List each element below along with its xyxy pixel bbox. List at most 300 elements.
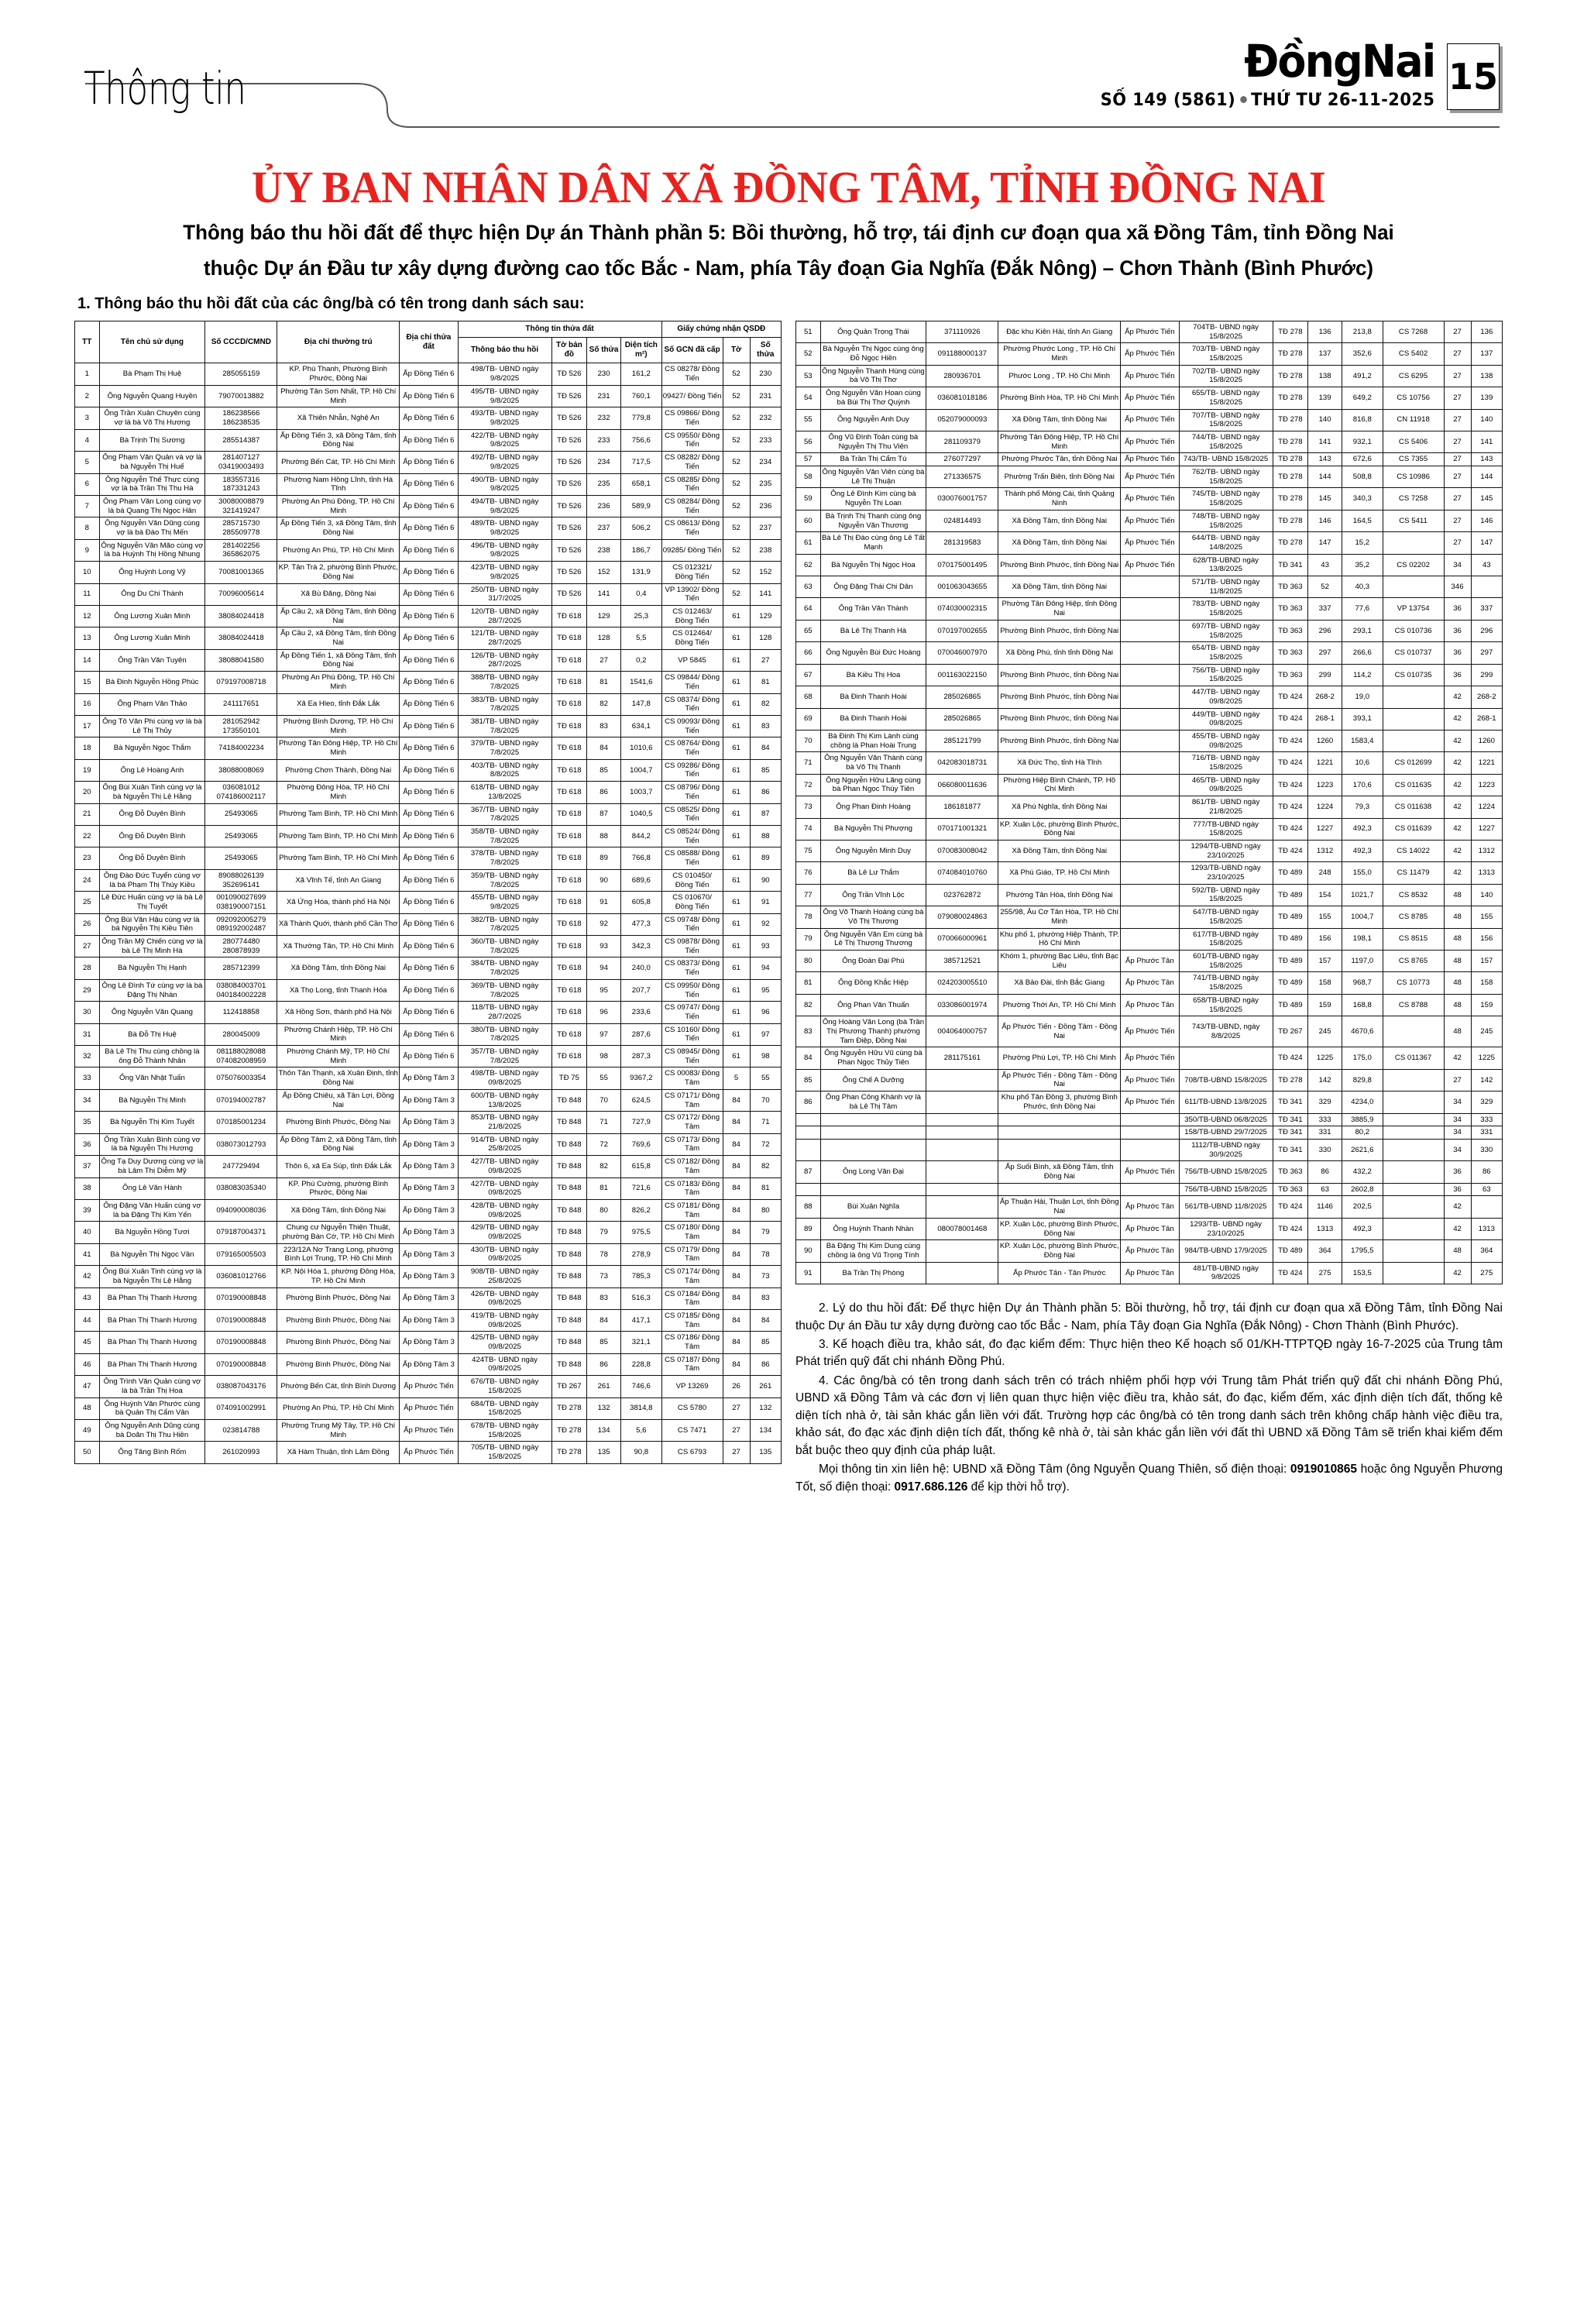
cell-area: 829,8 bbox=[1342, 1069, 1383, 1091]
cell-land-address: Ấp Đồng Tâm 3 bbox=[400, 1067, 458, 1089]
cell-area: 2621,6 bbox=[1342, 1139, 1383, 1160]
cell-owner-name: Ông Nguyễn Văn Mão cùng vợ là bà Huỳnh Thị Hồng Nhung bbox=[99, 539, 205, 561]
cell-map-sheet: TĐ 618 bbox=[551, 627, 587, 649]
cell-map-sheet: TĐ 526 bbox=[551, 473, 587, 495]
cell-cert-plot: 234 bbox=[750, 452, 781, 473]
cell-notice-number: 419/TB- UBND ngày 09/8/2025 bbox=[458, 1309, 551, 1331]
cell-cert-plot: 143 bbox=[1471, 453, 1502, 466]
cell-cert-sheet: 52 bbox=[723, 452, 750, 473]
cell-tt: 85 bbox=[796, 1069, 821, 1091]
cell-land-address bbox=[1121, 686, 1179, 708]
cell-plot-number: 141 bbox=[1308, 431, 1342, 452]
table-row bbox=[75, 759, 782, 781]
cell-tt: 90 bbox=[796, 1240, 821, 1262]
cell-land-address bbox=[1121, 840, 1179, 861]
cell-notice-number: 756/TB- UBND ngày 15/8/2025 bbox=[1179, 664, 1273, 686]
cell-cert-plot: 231 bbox=[750, 385, 781, 407]
cell-certificate-number bbox=[1383, 708, 1444, 730]
cell-id-number: 38088008069 bbox=[205, 759, 277, 781]
cell-notice-number: 384/TB- UBND ngày 7/8/2025 bbox=[458, 957, 551, 979]
cell-land-address bbox=[1121, 1113, 1179, 1126]
table-row bbox=[75, 605, 782, 627]
table-body-left bbox=[75, 363, 782, 1463]
cell-id-number: 261020993 bbox=[205, 1442, 277, 1463]
cell-owner-name: Ông Du Chí Thành bbox=[99, 583, 205, 605]
cell-cert-plot: 268-1 bbox=[1471, 708, 1502, 730]
cell-tt: 53 bbox=[796, 365, 821, 387]
cell-cert-sheet: 42 bbox=[1444, 730, 1471, 751]
cell-id-number: 038073012793 bbox=[205, 1133, 277, 1155]
cell-id-number: 280936701 bbox=[926, 365, 998, 387]
cell-owner-name: Bà Đinh Thanh Hoài bbox=[820, 686, 926, 708]
cell-certificate-number: CS 08285/ Đồng Tiến bbox=[661, 473, 723, 495]
cell-cert-sheet: 27 bbox=[1444, 365, 1471, 387]
cell-cert-plot: 84 bbox=[750, 1309, 781, 1331]
table-row bbox=[796, 1183, 1503, 1196]
cell-id-number: 036081012766 bbox=[205, 1266, 277, 1287]
cell-map-sheet: TĐ 341 bbox=[1273, 1092, 1308, 1113]
cell-owner-name: Bà Phan Thị Thanh Hương bbox=[99, 1287, 205, 1309]
cell-cert-sheet: 84 bbox=[723, 1199, 750, 1221]
cell-area: 844,2 bbox=[621, 826, 662, 847]
cell-residence-address: Ấp Đồng Tâm 2, xã Đồng Tâm, tỉnh Đồng Nai bbox=[277, 1133, 400, 1155]
cell-map-sheet: TĐ 363 bbox=[1273, 576, 1308, 598]
table-row bbox=[796, 321, 1503, 342]
cell-cert-sheet: 27 bbox=[1444, 488, 1471, 510]
cell-tt: 64 bbox=[796, 598, 821, 620]
table-row bbox=[75, 979, 782, 1001]
cell-certificate-number: CS 09866/ Đồng Tiến bbox=[661, 407, 723, 429]
cell-plot-number: 158 bbox=[1308, 972, 1342, 994]
cell-map-sheet: TĐ 618 bbox=[551, 826, 587, 847]
cell-owner-name: Ông Huỳnh Long Vỹ bbox=[99, 562, 205, 583]
cell-map-sheet: TĐ 424 bbox=[1273, 1047, 1308, 1069]
cell-certificate-number: CS 7258 bbox=[1383, 488, 1444, 510]
cell-tt: 74 bbox=[796, 818, 821, 840]
cell-cert-sheet: 84 bbox=[723, 1309, 750, 1331]
table-row bbox=[75, 847, 782, 869]
cell-area: 506,2 bbox=[621, 517, 662, 539]
cell-tt: 61 bbox=[796, 532, 821, 554]
cell-residence-address: Xã Bảo Đài, tỉnh Bắc Giang bbox=[998, 972, 1121, 994]
table-row bbox=[75, 1089, 782, 1111]
cell-cert-plot bbox=[1471, 1196, 1502, 1218]
cell-plot-number: 138 bbox=[1308, 365, 1342, 387]
cell-land-address: Ấp Đồng Tâm 3 bbox=[400, 1309, 458, 1331]
cell-cert-plot: 275 bbox=[1471, 1262, 1502, 1284]
cell-land-address: Ấp Đồng Tiến 6 bbox=[400, 869, 458, 891]
table-row bbox=[75, 1332, 782, 1353]
cell-land-address: Ấp Đồng Tiến 6 bbox=[400, 583, 458, 605]
cell-plot-number: 55 bbox=[587, 1067, 621, 1089]
table-row bbox=[796, 906, 1503, 928]
cell-plot-number: 145 bbox=[1308, 488, 1342, 510]
cell-id-number: 038083035340 bbox=[205, 1177, 277, 1199]
cell-map-sheet: TĐ 489 bbox=[1273, 928, 1308, 950]
table-row bbox=[796, 365, 1503, 387]
cell-notice-number: 908/TB- UBND ngày 25/8/2025 bbox=[458, 1266, 551, 1287]
table-row bbox=[796, 510, 1503, 531]
cell-land-address bbox=[1121, 928, 1179, 950]
cell-plot-number: 86 bbox=[587, 1353, 621, 1375]
cell-residence-address: Phường Tân Hòa, tỉnh Đồng Nai bbox=[998, 884, 1121, 906]
cell-land-address bbox=[1121, 708, 1179, 730]
cell-notice-number: 490/TB- UBND ngày 9/8/2025 bbox=[458, 473, 551, 495]
cell-tt bbox=[796, 1113, 821, 1126]
table-row bbox=[796, 1196, 1503, 1218]
cell-cert-sheet: 48 bbox=[1444, 928, 1471, 950]
cell-land-address: Ấp Phước Tiến bbox=[1121, 1069, 1179, 1091]
table-row bbox=[796, 796, 1503, 818]
cell-cert-sheet: 27 bbox=[1444, 532, 1471, 554]
cell-id-number: 074091002991 bbox=[205, 1397, 277, 1419]
note-contact bbox=[795, 1461, 1503, 1496]
cell-owner-name: Bà Nguyễn Thị Ngọc Hoa bbox=[820, 554, 926, 576]
table-row bbox=[75, 913, 782, 935]
cell-cert-sheet: 34 bbox=[1444, 1113, 1471, 1126]
cell-notice-number: 493/TB- UBND ngày 9/8/2025 bbox=[458, 407, 551, 429]
cell-cert-sheet: 27 bbox=[723, 1397, 750, 1419]
cell-cert-sheet: 27 bbox=[1444, 510, 1471, 531]
cell-residence-address: Phường Tam Bình, TP. Hồ Chí Minh bbox=[277, 826, 400, 847]
cell-cert-plot: 1313 bbox=[1471, 1218, 1502, 1239]
cell-plot-number: 129 bbox=[587, 605, 621, 627]
cell-notice-number: 383/TB- UBND ngày 7/8/2025 bbox=[458, 693, 551, 715]
cell-cert-plot: 82 bbox=[750, 693, 781, 715]
cell-cert-sheet: 42 bbox=[1444, 708, 1471, 730]
table-row bbox=[75, 869, 782, 891]
cell-certificate-number: CS 010737 bbox=[1383, 642, 1444, 664]
cell-map-sheet: TĐ 618 bbox=[551, 737, 587, 759]
cell-cert-plot: 140 bbox=[1471, 409, 1502, 431]
cell-tt: 13 bbox=[75, 627, 100, 649]
cell-cert-sheet: 36 bbox=[1444, 1183, 1471, 1196]
cell-plot-number: 337 bbox=[1308, 598, 1342, 620]
cell-tt: 70 bbox=[796, 730, 821, 751]
cell-tt: 73 bbox=[796, 796, 821, 818]
table-row bbox=[796, 1240, 1503, 1262]
cell-id-number: 023814788 bbox=[205, 1419, 277, 1441]
cell-cert-sheet: 61 bbox=[723, 979, 750, 1001]
cell-area: 615,8 bbox=[621, 1156, 662, 1177]
cell-residence-address: Phường Bình Phước, Đồng Nai bbox=[277, 1353, 400, 1375]
cell-tt: 37 bbox=[75, 1156, 100, 1177]
cell-land-address: Ấp Đồng Tiến 6 bbox=[400, 407, 458, 429]
cell-cert-plot: 80 bbox=[750, 1199, 781, 1221]
cell-notice-number: 447/TB- UBND ngày 09/8/2025 bbox=[1179, 686, 1273, 708]
cell-residence-address: Phường Tân Sơn Nhất, TP. Hồ Chí Minh bbox=[277, 385, 400, 407]
cell-owner-name: Bà Nguyễn Ngọc Thắm bbox=[99, 737, 205, 759]
cell-owner-name: Ông Văn Nhật Tuấn bbox=[99, 1067, 205, 1089]
cell-cert-plot: 94 bbox=[750, 957, 781, 979]
cell-area: 589,9 bbox=[621, 495, 662, 517]
cell-cert-plot: 81 bbox=[750, 672, 781, 693]
issue-line bbox=[1100, 91, 1434, 110]
cell-cert-plot: 27 bbox=[750, 649, 781, 671]
cell-cert-plot: 155 bbox=[1471, 906, 1502, 928]
cell-area: 417,1 bbox=[621, 1309, 662, 1331]
cell-residence-address: Ấp Suối Bình, xã Đồng Tâm, tỉnh Đồng Nai bbox=[998, 1161, 1121, 1183]
cell-id-number: 070083008042 bbox=[926, 840, 998, 861]
cell-owner-name: Ông Tô Văn Phi cùng vợ là bà Lê Thị Thủy bbox=[99, 715, 205, 737]
cell-land-address: Ấp Đồng Tiến 6 bbox=[400, 782, 458, 803]
cell-plot-number: 139 bbox=[1308, 387, 1342, 409]
cell-residence-address: Ấp Đồng Chiêu, xã Tân Lợi, Đồng Nai bbox=[277, 1089, 400, 1111]
cell-notice-number: 853/TB- UBND ngày 21/8/2025 bbox=[458, 1112, 551, 1133]
cell-map-sheet: TĐ 618 bbox=[551, 715, 587, 737]
table-row bbox=[796, 1016, 1503, 1047]
cell-residence-address: Ấp Cầu 2, xã Đồng Tâm, tỉnh Đồng Nai bbox=[277, 605, 400, 627]
cell-certificate-number: VP 13269 bbox=[661, 1376, 723, 1397]
page-title: ỦY BAN NHÂN DÂN XÃ ĐỒNG TÂM, TỈNH ĐỒNG NAI bbox=[251, 162, 1326, 212]
cell-residence-address: Xã Đức Thọ, tỉnh Hà Tĩnh bbox=[998, 752, 1121, 774]
cell-id-number: 038087043176 bbox=[205, 1376, 277, 1397]
cell-cert-plot: 85 bbox=[750, 1332, 781, 1353]
cell-cert-plot: 138 bbox=[1471, 365, 1502, 387]
cell-tt: 22 bbox=[75, 826, 100, 847]
cell-id-number: 25493065 bbox=[205, 803, 277, 825]
cell-cert-sheet: 61 bbox=[723, 649, 750, 671]
cell-notice-number: 702/TB- UBND ngày 15/8/2025 bbox=[1179, 365, 1273, 387]
cell-owner-name: Ông Trần Vĩnh Lộc bbox=[820, 884, 926, 906]
cell-plot-number: 81 bbox=[587, 1177, 621, 1199]
cell-land-address: Ấp Phước Tân bbox=[1121, 950, 1179, 971]
cell-notice-number: 1293/TB- UBND ngày 23/10/2025 bbox=[1179, 1218, 1273, 1239]
cell-certificate-number: CS 07180/ Đồng Tâm bbox=[661, 1222, 723, 1243]
cell-id-number bbox=[926, 1262, 998, 1284]
cell-area: 1197,0 bbox=[1342, 950, 1383, 971]
cell-map-sheet: TĐ 424 bbox=[1273, 730, 1308, 751]
cell-area: 1010,6 bbox=[621, 737, 662, 759]
cell-land-address: Ấp Phước Tiến bbox=[1121, 1016, 1179, 1047]
cell-id-number: 070190008848 bbox=[205, 1287, 277, 1309]
cell-id-number: 079165005503 bbox=[205, 1243, 277, 1265]
table-row bbox=[796, 620, 1503, 641]
cell-id-number bbox=[926, 1139, 998, 1160]
cell-cert-sheet: 346 bbox=[1444, 576, 1471, 598]
cell-residence-address: Phường Trung Mỹ Tây, TP. Hồ Chí Minh bbox=[277, 1419, 400, 1441]
table-row bbox=[75, 1199, 782, 1221]
cell-notice-number: 379/TB- UBND ngày 7/8/2025 bbox=[458, 737, 551, 759]
cell-certificate-number: CN 11918 bbox=[1383, 409, 1444, 431]
cell-certificate-number: CS 14022 bbox=[1383, 840, 1444, 861]
table-row bbox=[75, 1397, 782, 1419]
cell-residence-address: Thôn Tân Thạnh, xã Xuân Định, tỉnh Đồng Nai bbox=[277, 1067, 400, 1089]
cell-plot-number: 248 bbox=[1308, 862, 1342, 884]
cell-certificate-number: CS 02202 bbox=[1383, 554, 1444, 576]
cell-certificate-number: CS 00083/ Đồng Tâm bbox=[661, 1067, 723, 1089]
cell-map-sheet: TĐ 526 bbox=[551, 429, 587, 451]
cell-certificate-number: CS 7268 bbox=[1383, 321, 1444, 342]
cell-plot-number: 87 bbox=[587, 803, 621, 825]
cell-cert-plot: 83 bbox=[750, 1287, 781, 1309]
cell-map-sheet: TĐ 618 bbox=[551, 803, 587, 825]
cell-owner-name: Ông Huỳnh Thanh Nhàn bbox=[820, 1218, 926, 1239]
cell-id-number: 030076001757 bbox=[926, 488, 998, 510]
cell-owner-name: Ông Chế A Dưỡng bbox=[820, 1069, 926, 1091]
cell-plot-number: 128 bbox=[587, 627, 621, 649]
cell-owner-name: Bà Lê Lư Thắm bbox=[820, 862, 926, 884]
cell-area: 186,7 bbox=[621, 539, 662, 561]
cell-map-sheet: TĐ 278 bbox=[1273, 453, 1308, 466]
cell-cert-plot: 128 bbox=[750, 627, 781, 649]
land-table-right bbox=[795, 321, 1503, 1284]
cell-cert-sheet: 48 bbox=[1444, 906, 1471, 928]
cell-plot-number: 296 bbox=[1308, 620, 1342, 641]
cell-map-sheet: TĐ 618 bbox=[551, 605, 587, 627]
cell-map-sheet: TĐ 278 bbox=[1273, 1069, 1308, 1091]
cell-land-address bbox=[1121, 1139, 1179, 1160]
cell-notice-number: 360/TB- UBND ngày 7/8/2025 bbox=[458, 936, 551, 957]
cell-cert-plot: 72 bbox=[750, 1133, 781, 1155]
cell-cert-sheet: 42 bbox=[1444, 1262, 1471, 1284]
cell-land-address bbox=[1121, 796, 1179, 818]
cell-certificate-number: CS 08796/ Đồng Tiến bbox=[661, 782, 723, 803]
cell-tt: 43 bbox=[75, 1287, 100, 1309]
table-row bbox=[75, 452, 782, 473]
cell-residence-address: Xã Thành Quới, thành phố Cần Thơ bbox=[277, 913, 400, 935]
cell-tt: 23 bbox=[75, 847, 100, 869]
cell-area: 79,3 bbox=[1342, 796, 1383, 818]
cell-cert-plot: 159 bbox=[1471, 994, 1502, 1016]
cell-certificate-number: CS 011638 bbox=[1383, 796, 1444, 818]
cell-id-number: 38088041580 bbox=[205, 649, 277, 671]
cell-land-address bbox=[1121, 576, 1179, 598]
cell-certificate-number: CS 07181/ Đồng Tâm bbox=[661, 1199, 723, 1221]
cell-plot-number: 1225 bbox=[1308, 1047, 1342, 1069]
cell-cert-plot: 73 bbox=[750, 1266, 781, 1287]
cell-area: 77,6 bbox=[1342, 598, 1383, 620]
cell-tt: 82 bbox=[796, 994, 821, 1016]
cell-map-sheet: TĐ 489 bbox=[1273, 906, 1308, 928]
table-row bbox=[796, 994, 1503, 1016]
table-row bbox=[75, 385, 782, 407]
cell-notice-number: 428/TB- UBND ngày 09/8/2025 bbox=[458, 1199, 551, 1221]
cell-owner-name: Bà Lê Thị Đào cùng ông Lê Tất Mạnh bbox=[820, 532, 926, 554]
cell-plot-number: 95 bbox=[587, 979, 621, 1001]
table-row bbox=[75, 1287, 782, 1309]
cell-notice-number: 756/TB-UBND 15/8/2025 bbox=[1179, 1183, 1273, 1196]
cell-id-number: 004064000757 bbox=[926, 1016, 998, 1047]
cell-id-number: 74184002234 bbox=[205, 737, 277, 759]
cell-notice-number: 1293/TB-UBND ngày 23/10/2025 bbox=[1179, 862, 1273, 884]
cell-plot-number: 97 bbox=[587, 1023, 621, 1045]
cell-certificate-number: CS 010450/ Đồng Tiến bbox=[661, 869, 723, 891]
cell-residence-address: Phường Phước Long , TP. Hồ Chí Minh bbox=[998, 343, 1121, 365]
cell-certificate-number: CS 012321/ Đồng Tiến bbox=[661, 562, 723, 583]
cell-certificate-number: CS 012464/ Đồng Tiến bbox=[661, 627, 723, 649]
cell-id-number: 094090008036 bbox=[205, 1199, 277, 1221]
cell-map-sheet: TĐ 341 bbox=[1273, 1139, 1308, 1160]
cell-certificate-number: CS 07187/ Đồng Tâm bbox=[661, 1353, 723, 1375]
cell-tt: 8 bbox=[75, 517, 100, 539]
cell-plot-number: 1260 bbox=[1308, 730, 1342, 751]
cell-cert-plot: 132 bbox=[750, 1397, 781, 1419]
cell-tt: 21 bbox=[75, 803, 100, 825]
cell-owner-name: Ông Nguyễn Thế Thực cùng vợ là bà Trần Thị Thu Hà bbox=[99, 473, 205, 495]
table-row bbox=[75, 1243, 782, 1265]
cell-notice-number: 1112/TB-UBND ngày 30/9/2025 bbox=[1179, 1139, 1273, 1160]
cell-owner-name: Bà Đặng Thị Kim Dung cùng chồng là ông Vũ Trọng Tính bbox=[820, 1240, 926, 1262]
table-row bbox=[75, 1376, 782, 1397]
cell-id-number: 070190008848 bbox=[205, 1332, 277, 1353]
cell-notice-number: 783/TB- UBND ngày 15/8/2025 bbox=[1179, 598, 1273, 620]
th-id: Số CCCD/CMND bbox=[205, 321, 277, 363]
cell-residence-address: Phường Chánh Hiệp, TP. Hồ Chí Minh bbox=[277, 1023, 400, 1045]
cell-map-sheet: TĐ 618 bbox=[551, 1002, 587, 1023]
cell-area: 491,2 bbox=[1342, 365, 1383, 387]
cell-owner-name: Bà Trần Thị Cẩm Tú bbox=[820, 453, 926, 466]
cell-area: 672,6 bbox=[1342, 453, 1383, 466]
cell-id-number bbox=[926, 1183, 998, 1196]
table-row bbox=[75, 1442, 782, 1463]
cell-map-sheet: TĐ 424 bbox=[1273, 708, 1308, 730]
cell-plot-number: 1221 bbox=[1308, 752, 1342, 774]
table-row bbox=[75, 826, 782, 847]
cell-plot-number: 83 bbox=[587, 1287, 621, 1309]
cell-cert-sheet: 52 bbox=[723, 363, 750, 385]
cell-map-sheet: TĐ 526 bbox=[551, 562, 587, 583]
cell-notice-number: 676/TB- UBND ngày 15/8/2025 bbox=[458, 1376, 551, 1397]
cell-cert-sheet: 84 bbox=[723, 1089, 750, 1111]
cell-map-sheet: TĐ 424 bbox=[1273, 1218, 1308, 1239]
cell-certificate-number: CS 08945/ Đồng Tiến bbox=[661, 1046, 723, 1067]
cell-owner-name: Ông Huỳnh Văn Phước cùng bà Quản Thị Cẩm Vân bbox=[99, 1397, 205, 1419]
cell-area: 785,3 bbox=[621, 1266, 662, 1287]
cell-plot-number: 84 bbox=[587, 737, 621, 759]
cell-certificate-number: CS 07184/ Đồng Tâm bbox=[661, 1287, 723, 1309]
cell-owner-name: Bà Phạm Thị Huệ bbox=[99, 363, 205, 385]
cell-area: 432,2 bbox=[1342, 1161, 1383, 1183]
cell-cert-sheet: 52 bbox=[723, 562, 750, 583]
cell-owner-name: Ông Đồng Khắc Hiệp bbox=[820, 972, 926, 994]
cell-id-number bbox=[926, 1196, 998, 1218]
cell-plot-number: 146 bbox=[1308, 510, 1342, 531]
cell-residence-address: Xã Ứng Hòa, thành phố Hà Nội bbox=[277, 892, 400, 913]
cell-id-number: 066080011636 bbox=[926, 774, 998, 796]
cell-land-address: Ấp Đồng Tiến 6 bbox=[400, 847, 458, 869]
cell-residence-address: Phường An Phú Đông, TP. Hồ Chí Minh bbox=[277, 672, 400, 693]
cell-land-address: Ấp Đồng Tâm 3 bbox=[400, 1112, 458, 1133]
cell-area: 1583,4 bbox=[1342, 730, 1383, 751]
cell-plot-number: 157 bbox=[1308, 950, 1342, 971]
cell-tt: 41 bbox=[75, 1243, 100, 1265]
cell-cert-plot: 91 bbox=[750, 892, 781, 913]
cell-land-address: Ấp Đồng Tâm 3 bbox=[400, 1199, 458, 1221]
cell-certificate-number: CS 011639 bbox=[1383, 818, 1444, 840]
cell-cert-plot: 333 bbox=[1471, 1113, 1502, 1126]
cell-cert-sheet: 52 bbox=[723, 539, 750, 561]
cell-id-number: 38084024418 bbox=[205, 605, 277, 627]
cell-id-number: 276077297 bbox=[926, 453, 998, 466]
cell-tt: 49 bbox=[75, 1419, 100, 1441]
cell-map-sheet: TĐ 424 bbox=[1273, 686, 1308, 708]
cell-certificate-number: VP 13754 bbox=[1383, 598, 1444, 620]
cell-owner-name: Ông Nguyễn Thanh Hùng cùng bà Võ Thị Thơ bbox=[820, 365, 926, 387]
cell-map-sheet: TĐ 848 bbox=[551, 1089, 587, 1111]
table-row bbox=[796, 642, 1503, 664]
cell-residence-address: Xã Đồng Tâm, tỉnh Đồng Nai bbox=[998, 532, 1121, 554]
cell-tt: 15 bbox=[75, 672, 100, 693]
cell-residence-address: 223/12A Nơ Trang Long, phường Bình Lợi Trung, TP. Hồ Chí Minh bbox=[277, 1243, 400, 1265]
cell-certificate-number: CS 09286/ Đồng Tiến bbox=[661, 759, 723, 781]
cell-owner-name: Ông Bùi Văn Hậu cùng vợ là bà Nguyễn Thị Kiều Tiên bbox=[99, 913, 205, 935]
cell-certificate-number: CS 08374/ Đồng Tiến bbox=[661, 693, 723, 715]
cell-certificate-number: CS 10160/ Đồng Tiến bbox=[661, 1023, 723, 1045]
cell-land-address: Ấp Đồng Tiến 6 bbox=[400, 452, 458, 473]
cell-id-number: 091188000137 bbox=[926, 343, 998, 365]
cell-cert-sheet: 48 bbox=[1444, 950, 1471, 971]
